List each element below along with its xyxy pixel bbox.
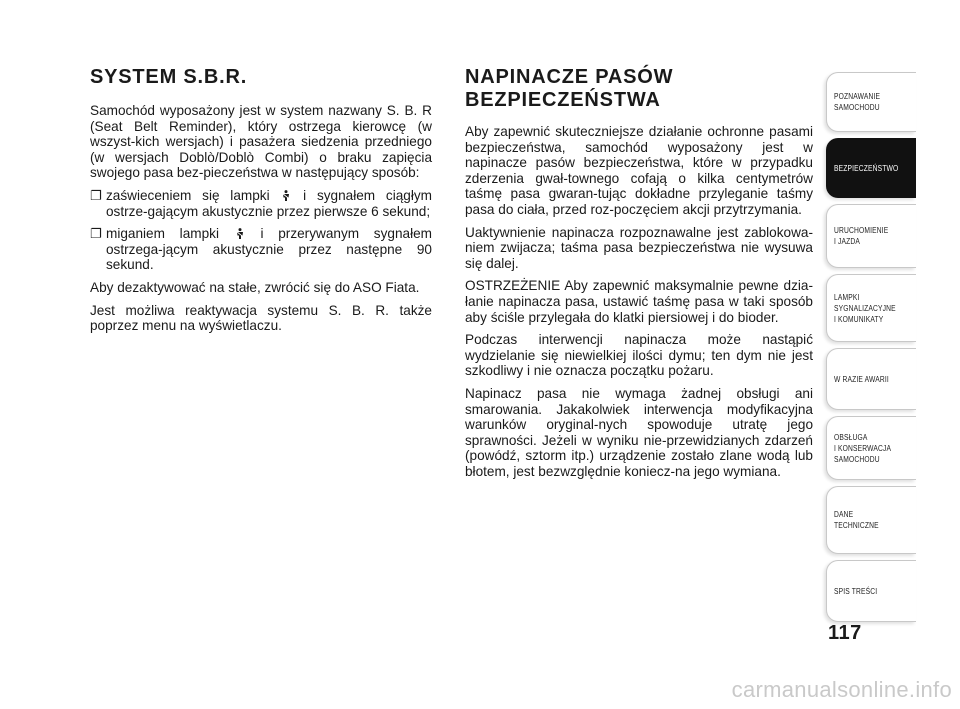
checkbox-bullet-icon: ❐ bbox=[90, 187, 102, 203]
sbr-title: SYSTEM S.B.R. bbox=[90, 66, 248, 88]
tab-lampki-sygnalizacyjne[interactable]: LAMPKI SYGNALIZACYJNE I KOMUNIKATY bbox=[826, 274, 916, 342]
deactivate-paragraph: Aby dezaktywować na stałe, zwrócić się do ASO Fiata. bbox=[90, 279, 420, 295]
sbr-intro: Samochód wyposażony jest w system nazwany S. B. R (Seat Belt Reminder), który ostrzega kierowcę (w wszyst-kich wersjach) i pasażera siedzenia przedniego (w wersjach Doblò/Doblò Combi) o braku zapięcia swojego pasa bez-pieczeństwa w następujący sposób: bbox=[90, 103, 432, 181]
tab-poznawanie-samochodu[interactable]: POZNAWANIE SAMOCHODU bbox=[826, 72, 916, 132]
chapter-tabs bbox=[826, 72, 916, 628]
paragraph: Uaktywnienie napinacza rozpoznawalne jest zablokowa-niem zwijacza; taśma pasa bezpieczeństwa nie wysuwa się dalej. bbox=[465, 224, 813, 271]
bullet-item bbox=[90, 226, 432, 273]
tab-uruchomienie-i-jazda[interactable]: URUCHOMIENIE I JAZDA bbox=[826, 204, 916, 268]
reactivate-paragraph: Jest możliwa reaktywacja systemu S. B. R. także poprzez menu na wyświetlaczu. bbox=[90, 302, 432, 334]
checkbox-bullet-icon: ❐ bbox=[90, 226, 102, 242]
pretensioner-title bbox=[465, 66, 813, 112]
seatbelt-warning-icon bbox=[236, 228, 244, 239]
right-column bbox=[465, 66, 813, 486]
bullet-text-before: zaświeceniem się lampki bbox=[106, 187, 270, 203]
paragraph: Aby zapewnić skuteczniejsze działanie ochronne pasami bezpieczeństwa, samochód wyposażony jest w napinacze pasów bezpieczeństwa, które w przypadku zderzenia gwał-townego cofają o kilka centymetrów taśmę pasa gwaran-tując dokładne przyleganie taśmy pasa do ciała, przed roz-poczęciem akcji przytrzymania. bbox=[465, 124, 813, 217]
page-number: 117 bbox=[828, 622, 862, 644]
pretensioner-title-line1: NAPINACZE PASÓW bbox=[465, 66, 674, 88]
watermark: carmanualsonline.info bbox=[731, 677, 952, 702]
bullet-text-after: i sygnałem ciągłym ostrze-gającym akustycznie przez pierwsze 6 sekund; bbox=[106, 187, 432, 219]
bullet-text-after: i przerywanym sygnałem ostrzega-jącym akustycznie przez następne 90 sekund. bbox=[106, 226, 432, 273]
bullet-text-before: miganiem lampki bbox=[106, 226, 219, 242]
left-column bbox=[90, 66, 432, 341]
paragraph: Podczas interwencji napinacza może nastąpić wydzielanie się niewielkiej ilości dymu; ten dym nie jest szkodliwy i nie oznacza początku pożaru. bbox=[465, 332, 813, 379]
seatbelt-warning-icon bbox=[282, 190, 290, 201]
pretensioner-title-line2: BEZPIECZEŃSTWA bbox=[465, 89, 661, 111]
tab-bezpieczenstwo[interactable]: BEZPIECZEŃSTWO bbox=[826, 138, 916, 198]
paragraph: Napinacz pasa nie wymaga żadnej obsługi ani smarowania. Jakakolwiek interwencja modyfikacyjna warunków oryginal-nych spowoduje utratę jego sprawności. Jeżeli w wyniku nie-przewidzianych zdarzeń (powódź, sztorm itp.) urządzenie zostało zlane wodą lub błotem, jest bezwzględnie koniecz-na jego wymiana. bbox=[465, 385, 813, 479]
tab-w-razie-awarii[interactable]: W RAZIE AWARII bbox=[826, 348, 916, 410]
tab-obsluga-i-konserwacja[interactable]: OBSŁUGA I KONSERWACJA SAMOCHODU bbox=[826, 416, 916, 480]
warning-paragraph: OSTRZEŻENIE Aby zapewnić maksymalnie pewne dzia-łanie napinacza pasa, ustawić taśmę pasa w taki sposób aby ściśle przylegała do klatki piersiowej i do bioder. bbox=[465, 278, 813, 325]
tab-dane-techniczne[interactable]: DANE TECHNICZNE bbox=[826, 486, 916, 554]
bullet-item bbox=[90, 188, 432, 219]
tab-spis-tresci[interactable]: SPIS TREŚCI bbox=[826, 560, 916, 622]
